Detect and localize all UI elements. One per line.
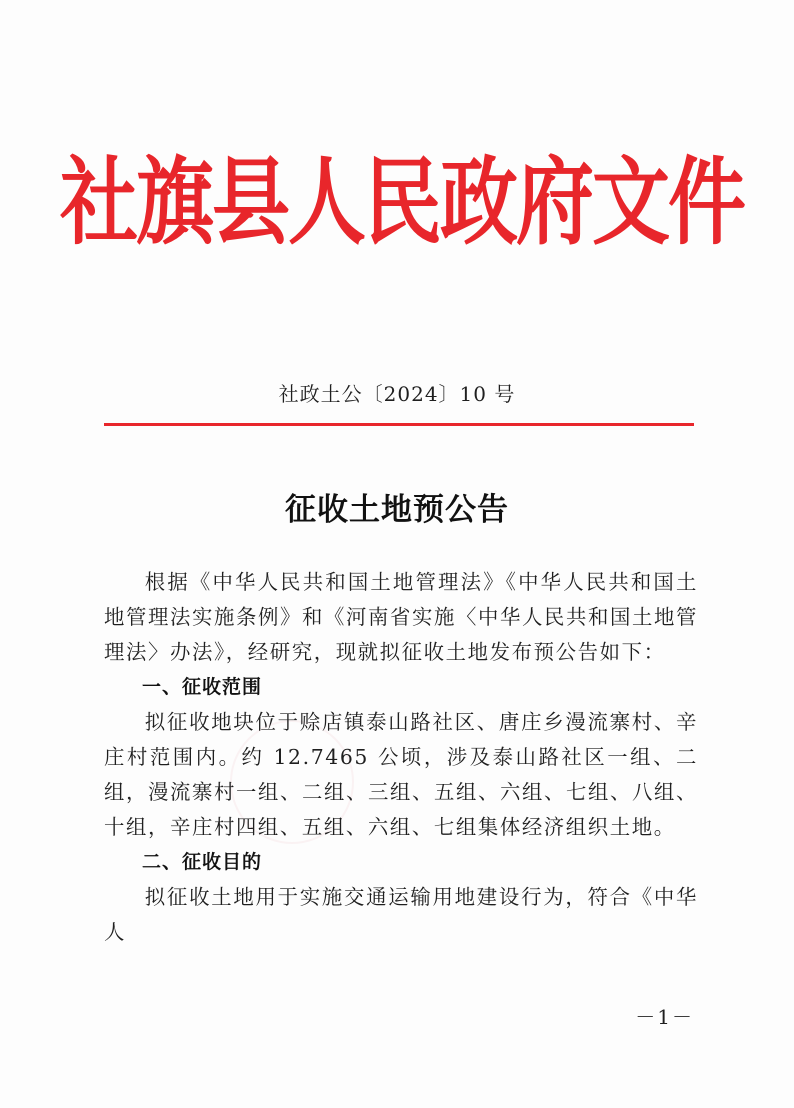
announcement-title: 征收土地预公告 xyxy=(285,492,509,528)
document-masthead: 社旗县人民政府文件 xyxy=(60,147,745,259)
document-number: 社政土公〔2024〕10 号 xyxy=(278,382,516,406)
document-body xyxy=(104,565,698,950)
section-text-purpose: 拟征收土地用于实施交通运输用地建设行为，符合《中华人 xyxy=(104,885,698,944)
red-divider-line xyxy=(104,423,694,426)
section-text-scope: 拟征收地块位于赊店镇泰山路社区、唐庄乡漫流寨村、辛庄村范围内。约 12.7465 公顷，涉及泰山路社区一组、二组，漫流寨村一组、二组、三组、五组、六组、七组、八组、十组，辛庄村四组、五组、六组、七组集体经济组织土地。 xyxy=(104,710,698,839)
page-number: －1－ xyxy=(635,1005,694,1029)
section-heading-purpose: 二、征收目的 xyxy=(142,851,263,873)
intro-paragraph: 根据《中华人民共和国土地管理法》《中华人民共和国土地管理法实施条例》和《河南省实施〈中华人民共和国土地管理法〉办法》，经研究，现就拟征收土地发布预公告如下： xyxy=(104,570,698,664)
section-heading-scope: 一、征收范围 xyxy=(142,676,263,698)
